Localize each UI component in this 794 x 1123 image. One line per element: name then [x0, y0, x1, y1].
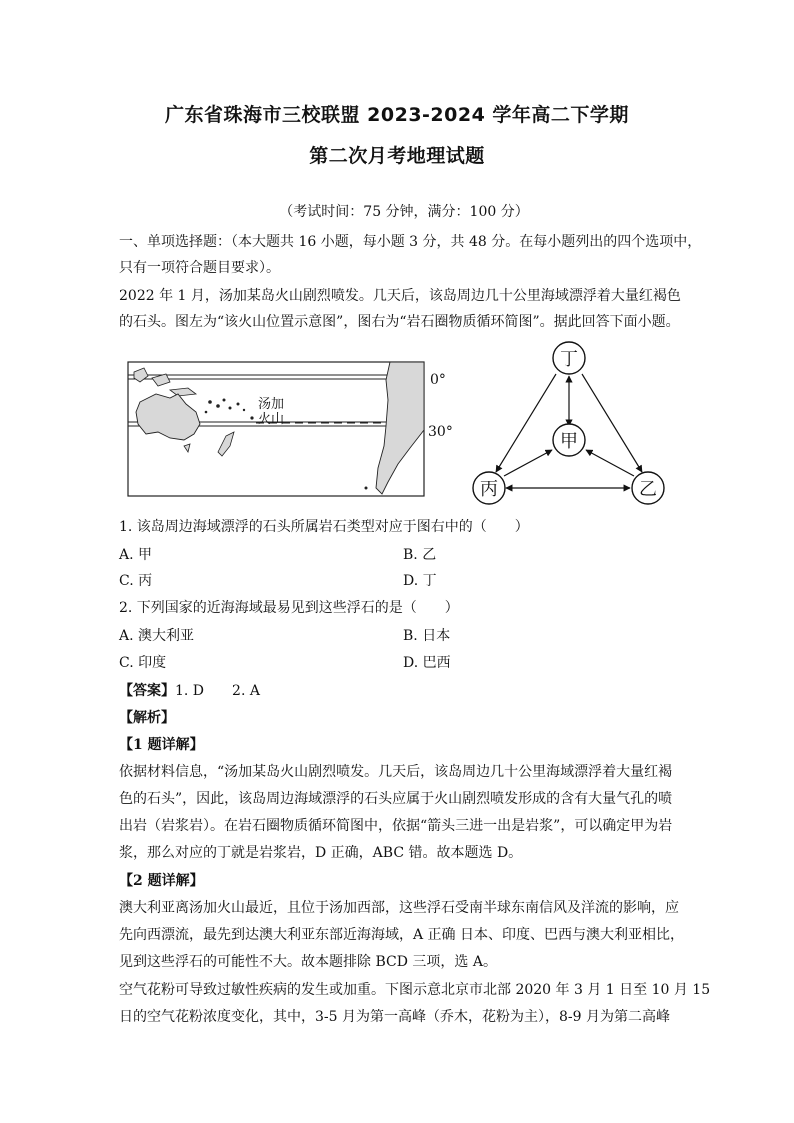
- answer-text: 1. D 2. A: [175, 683, 260, 699]
- arrow-ding-to-yi: [582, 374, 642, 472]
- question-1-detail-line1: 依据材料信息，“汤加某岛火山剧烈喷发。几天后，该岛周边几十公里海域漂浮着大量红褐: [119, 764, 673, 780]
- question-1-detail-line2: 色的石头”，因此，该岛周边海域漂浮的石头应属于火山剧烈喷发形成的含有大量气孔的喷: [119, 791, 673, 807]
- volcano-location-map: [126, 360, 426, 498]
- material-1-line1: 2022 年 1 月，汤加某岛火山剧烈喷发。几天后，该岛周边几十公里海域漂浮着大量红褐色: [119, 288, 681, 304]
- question-1-detail-label: 【1 题详解】: [119, 737, 204, 753]
- arrow-ding-to-bing: [496, 374, 556, 472]
- question-1-option-d: D. 丁: [403, 573, 437, 589]
- question-2-option-a: A. 澳大利亚: [119, 628, 195, 644]
- node-ding-label: 丁: [560, 349, 578, 370]
- material-2-line2: 日的空气花粉浓度变化，其中，3-5 月为第一高峰（乔木，花粉为主），8-9 月为第二高峰: [119, 1009, 670, 1025]
- volcano-label-tonga: 汤加: [258, 397, 285, 412]
- section-instructions-line1: 一、单项选择题：（本大题共 16 小题，每小题 3 分，共 48 分。在每小题列出的四个选项中，: [119, 234, 702, 250]
- arrow-bing-to-jia: [504, 450, 552, 476]
- question-2-option-c: C. 印度: [119, 655, 167, 671]
- volcano-label-volcano: 火山: [258, 412, 285, 427]
- question-1-detail-line4: 浆，那么对应的丁就是岩浆岩，D 正确，ABC 错。故本题选 D。: [119, 845, 523, 861]
- node-bing-label: 丙: [480, 479, 498, 500]
- question-2-detail-line2: 先向西漂流，最先到达澳大利亚东部近海海域，A 正确 日本、印度、巴西与澳大利亚相比，: [119, 927, 685, 943]
- question-2-option-d: D. 巴西: [403, 655, 451, 671]
- exam-title-line2: 第二次月考地理试题: [309, 145, 485, 167]
- exam-title-line1: 广东省珠海市三校联盟 2023-2024 学年高二下学期: [165, 104, 629, 126]
- question-1-detail-line3: 出岩（岩浆岩）。在岩石圈物质循环简图中，依据“箭头三进一出是岩浆”，可以确定甲为岩: [119, 818, 673, 834]
- question-1-option-c: C. 丙: [119, 573, 153, 589]
- analysis-label: 【解析】: [119, 710, 175, 726]
- latitude-label-0: 0°: [430, 372, 446, 388]
- answer-label: 【答案】: [119, 683, 175, 699]
- node-jia-label: 甲: [560, 431, 578, 452]
- question-2-stem: 2. 下列国家的近海海域最易见到这些浮石的是（ ）: [119, 600, 459, 616]
- tonga-volcano-marker: [250, 416, 253, 419]
- section-instructions-line2: 只有一项符合题目要求）。: [119, 260, 280, 276]
- question-2-option-b: B. 日本: [403, 628, 451, 644]
- question-1-option-b: B. 乙: [403, 547, 437, 563]
- question-2-detail-line1: 澳大利亚离汤加火山最近，且位于汤加西部，这些浮石受南半球东南信风及洋流的影响，应: [119, 900, 679, 916]
- material-2-line1: 空气花粉可导致过敏性疾病的发生或加重。下图示意北京市北部 2020 年 3 月 1 日至 10 月 15: [119, 982, 711, 998]
- latitude-label-30: 30°: [428, 424, 453, 440]
- question-1-option-a: A. 甲: [119, 547, 153, 563]
- exam-info: （考试时间：75 分钟，满分：100 分）: [279, 204, 529, 220]
- answer-line: [119, 681, 689, 701]
- question-2-detail-label: 【2 题详解】: [119, 873, 204, 889]
- arrow-yi-to-jia: [586, 450, 634, 476]
- node-yi-label: 乙: [639, 479, 657, 500]
- rock-cycle-diagram: [468, 338, 678, 508]
- question-1-stem: 1. 该岛周边海域漂浮的石头所属岩石类型对应于图右中的（ ）: [119, 519, 529, 535]
- material-1-line2: 的石头。图左为“该火山位置示意图”，图右为“岩石圈物质循环简图”。据此回答下面小题。: [119, 314, 680, 330]
- question-2-detail-line3: 见到这些浮石的可能性不大。故本题排除 BCD 三项，选 A。: [119, 954, 497, 970]
